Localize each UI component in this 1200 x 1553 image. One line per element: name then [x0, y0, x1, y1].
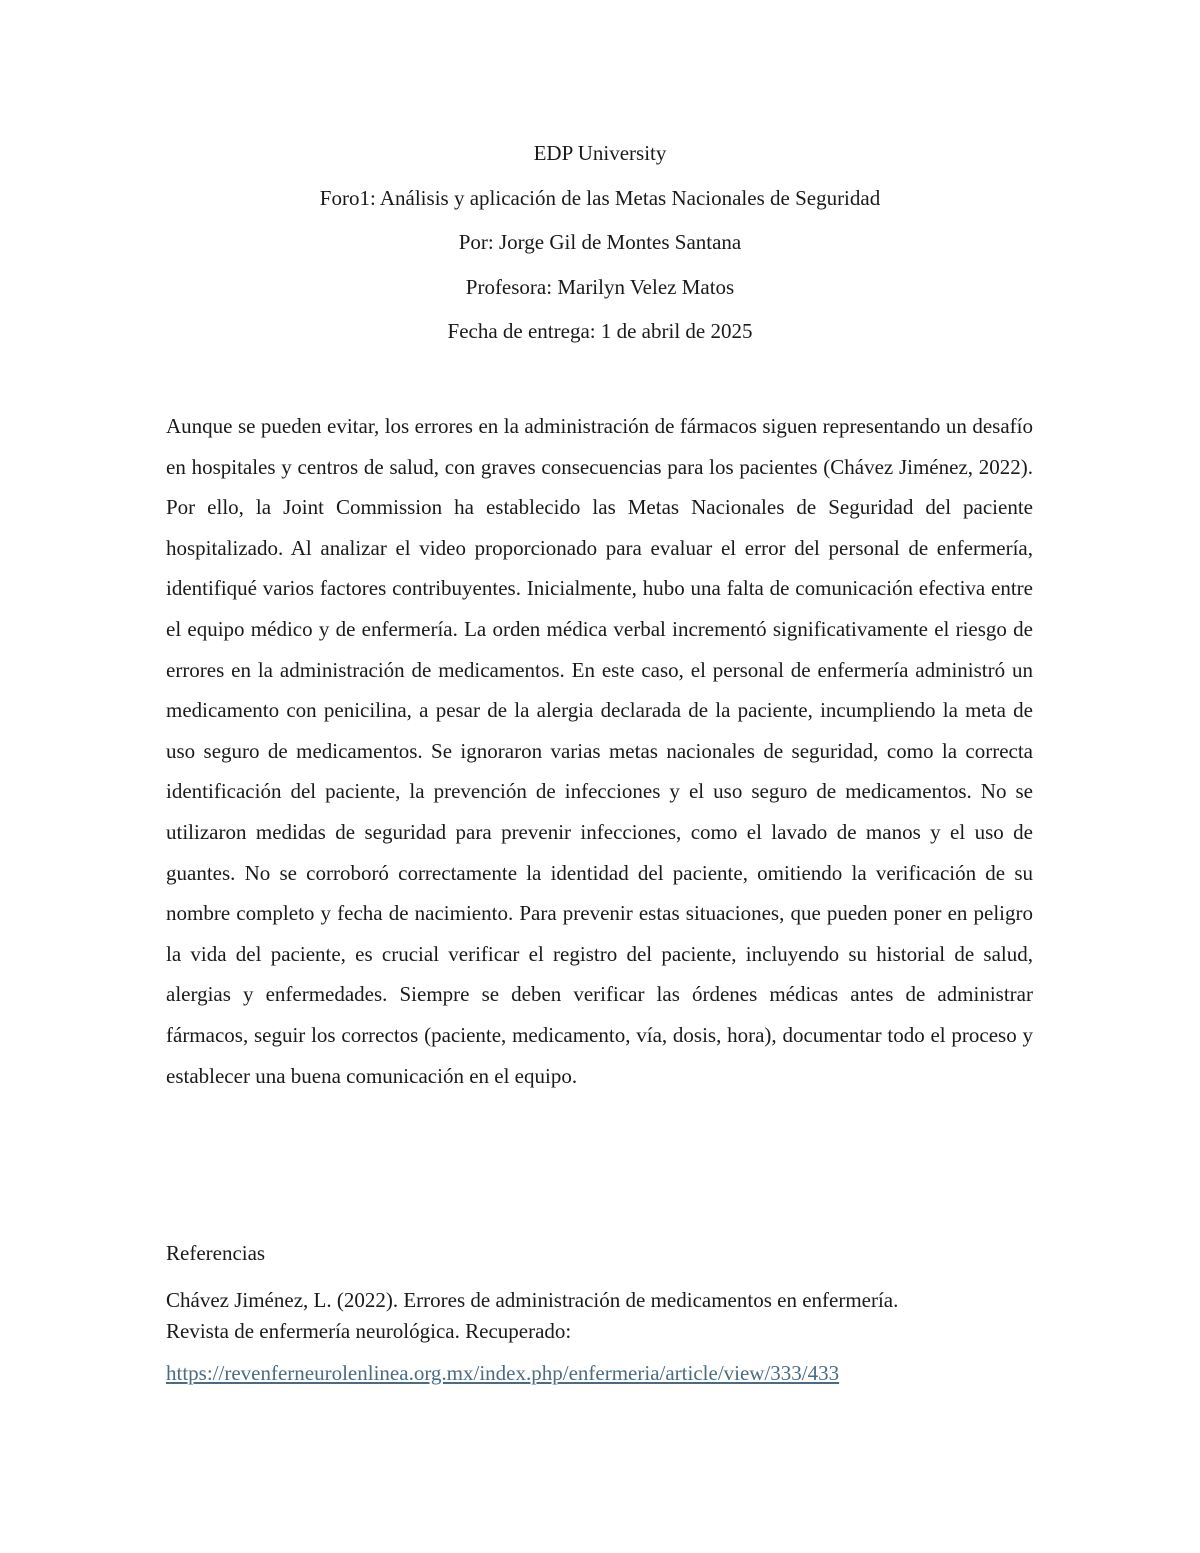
reference-entry-line-2: Revista de enfermería neurológica. Recuperado: — [166, 1319, 572, 1343]
reference-entry-line-1: Chávez Jiménez, L. (2022). Errores de administración de medicamentos en enfermería. — [166, 1288, 899, 1312]
reference-link[interactable]: https://revenferneurolenlinea.org.mx/index.php/enfermeria/article/view/333/433 — [166, 1361, 840, 1385]
due-date-line: Fecha de entrega: 1 de abril de 2025 — [447, 319, 753, 343]
university-name: EDP University — [533, 141, 667, 165]
professor-line: Profesora: Marilyn Velez Matos — [465, 274, 735, 299]
forum-title: Foro1: Análisis y aplicación de las Metas Nacionales de Seguridad — [319, 185, 881, 210]
reference-entry — [166, 1285, 1066, 1347]
body-paragraph: Aunque se pueden evitar, los errores en la administración de fármacos siguen representando un desafío en hospitales y centros de salud, con graves consecuencias para los pacientes (Chávez Jiménez, 2022). Por ello, la Joint Commission ha establecido las Metas Nacionales de Seguridad del paciente hospitalizado. Al analizar el video proporcionado para evaluar el error del personal de enfermería, identifiqué varios factores contribuyentes. Inicialmente, hubo una falta de comunicación efectiva entre el equipo médico y de enfermería. La orden médica verbal incrementó significativamente el riesgo de errores en la administración de medicamentos. En este caso, el personal de enfermería administró un medicamento con penicilina, a pesar de la alergia declarada de la paciente, incumpliendo la meta de uso seguro de medicamentos. Se ignoraron varias metas nacionales de seguridad, como la correcta identificación del paciente, la prevención de infecciones y el uso seguro de medicamentos. No se utilizaron medidas de seguridad para prevenir infecciones, como el lavado de manos y el uso de guantes. No se corroboró correctamente la identidad del paciente, omitiendo la verificación de su nombre completo y fecha de nacimiento. Para prevenir estas situaciones, que pueden poner en peligro la vida del paciente, es crucial verificar el registro del paciente, incluyendo su historial de salud, alergias y enfermedades. Siempre se deben verificar las órdenes médicas antes de administrar fármacos, seguir los correctos (paciente, medicamento, vía, dosis, hora), documentar todo el proceso y establecer una buena comunicación en el equipo. — [166, 414, 1033, 1088]
author-line: Por: Jorge Gil de Montes Santana — [458, 230, 742, 254]
references-heading: Referencias — [166, 1241, 266, 1265]
title-block — [0, 138, 1200, 361]
